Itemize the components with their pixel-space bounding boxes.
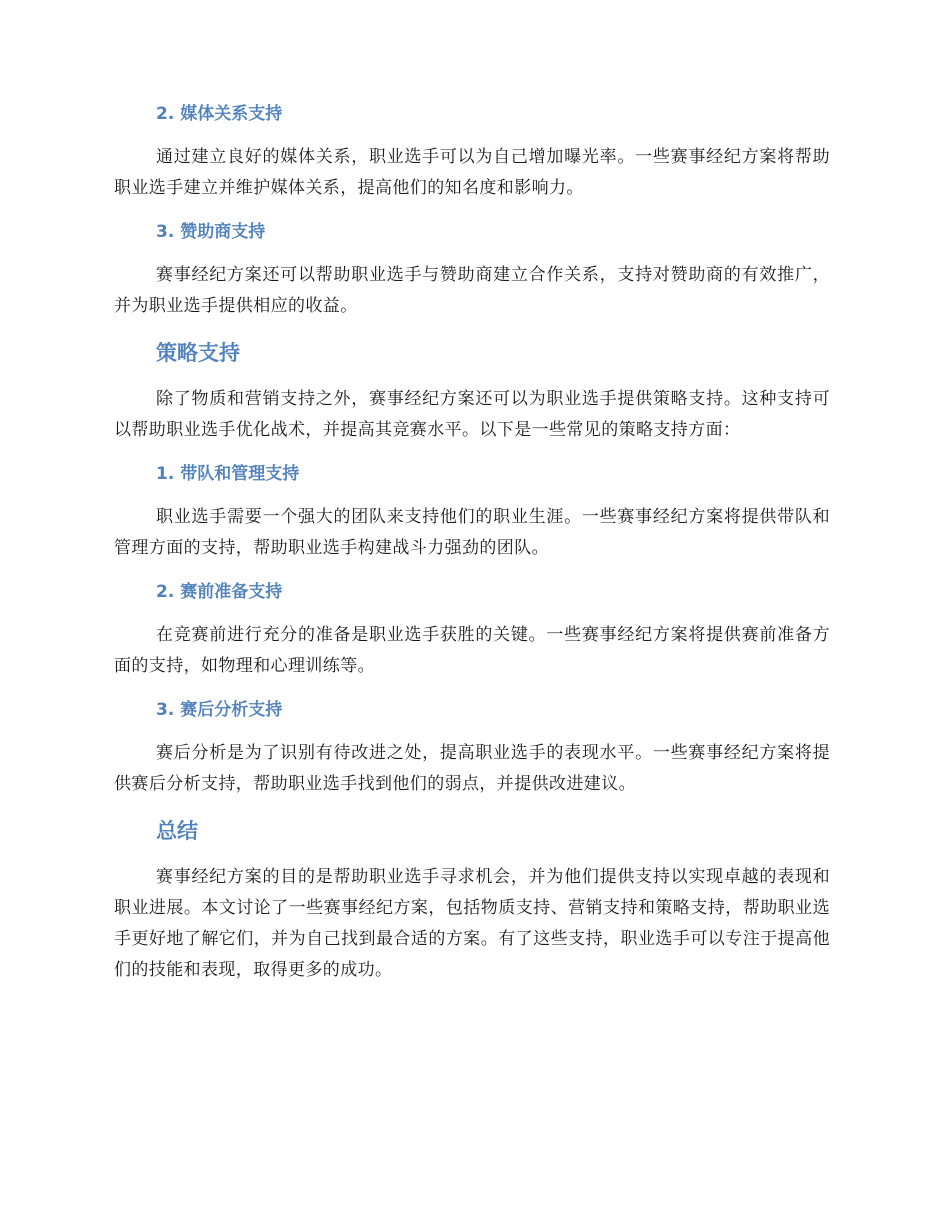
- paragraph-sponsor-support: 赛事经纪方案还可以帮助职业选手与赞助商建立合作关系，支持对赞助商的有效推广，并为职业选手提供相应的收益。: [114, 265, 830, 316]
- heading-pre-match-prep: 2. 赛前准备支持: [156, 582, 283, 602]
- paragraph-strategy-support: 除了物质和营销支持之外，赛事经纪方案还可以为职业选手提供策略支持。这种支持可以帮助职业选手优化战术，并提高其竞赛水平。以下是一些常见的策略支持方面：: [114, 389, 830, 440]
- paragraph-team-management: 职业选手需要一个强大的团队来支持他们的职业生涯。一些赛事经纪方案将提供带队和管理方面的支持，帮助职业选手构建战斗力强劲的团队。: [114, 507, 830, 558]
- heading-post-match-analysis: 3. 赛后分析支持: [156, 700, 283, 720]
- heading-media-relations: 2. 媒体关系支持: [156, 104, 283, 124]
- paragraph-pre-match-prep: 在竞赛前进行充分的准备是职业选手获胜的关键。一些赛事经纪方案将提供赛前准备方面的支持，如物理和心理训练等。: [114, 625, 830, 676]
- paragraph-summary: 赛事经纪方案的目的是帮助职业选手寻求机会，并为他们提供支持以实现卓越的表现和职业进展。本文讨论了一些赛事经纪方案，包括物质支持、营销支持和策略支持，帮助职业选手更好地了解它们，并为自己找到最合适的方案。有了这些支持，职业选手可以专注于提高他们的技能和表现，取得更多的成功。: [114, 867, 830, 980]
- heading-sponsor-support: 3. 赞助商支持: [156, 222, 266, 242]
- document-page: [114, 100, 830, 986]
- heading-strategy-support: 策略支持: [156, 341, 240, 365]
- heading-team-management: 1. 带队和管理支持: [156, 464, 300, 484]
- heading-summary: 总结: [156, 819, 198, 843]
- paragraph-media-relations: 通过建立良好的媒体关系，职业选手可以为自己增加曝光率。一些赛事经纪方案将帮助职业选手建立并维护媒体关系，提高他们的知名度和影响力。: [114, 147, 830, 198]
- paragraph-post-match-analysis: 赛后分析是为了识别有待改进之处，提高职业选手的表现水平。一些赛事经纪方案将提供赛后分析支持，帮助职业选手找到他们的弱点，并提供改进建议。: [114, 743, 830, 794]
